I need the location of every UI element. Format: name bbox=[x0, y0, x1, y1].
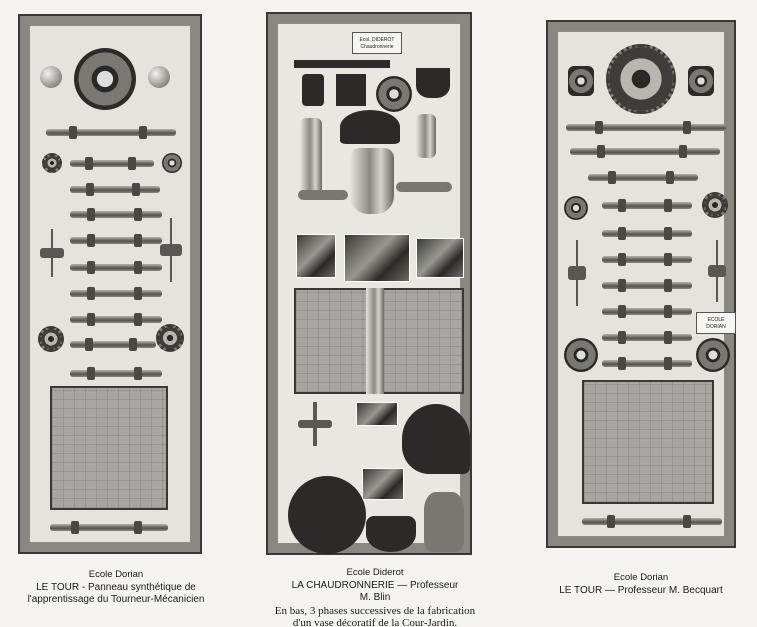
vase-phase-3 bbox=[424, 492, 464, 552]
workshop-photo bbox=[356, 402, 398, 426]
bowl-phase-2 bbox=[366, 516, 416, 552]
shaft-part bbox=[46, 129, 176, 136]
nut-part bbox=[162, 153, 182, 173]
pipe-part bbox=[300, 118, 322, 198]
shaft-part bbox=[70, 186, 160, 193]
gear-part bbox=[42, 153, 62, 173]
knob-part bbox=[148, 66, 170, 88]
shaft-part bbox=[602, 308, 692, 315]
workshop-photo bbox=[416, 238, 464, 278]
curved-pipe-part bbox=[298, 190, 348, 200]
workshop-photo bbox=[344, 234, 410, 282]
shaft-part bbox=[602, 334, 692, 341]
workshop-photo bbox=[296, 234, 336, 278]
caption-text: En bas, 3 phases successives de la fabrication bbox=[274, 604, 476, 617]
caption-title: LE TOUR — Professeur M. Becquart bbox=[559, 584, 723, 596]
shaft-part bbox=[70, 211, 162, 218]
flange-part bbox=[376, 76, 412, 112]
left-board-panel bbox=[29, 25, 191, 543]
shaft-part bbox=[70, 290, 162, 297]
knob-part bbox=[40, 66, 62, 88]
shaft-part bbox=[70, 264, 162, 271]
left-display-board bbox=[18, 14, 202, 554]
chuck-part bbox=[688, 66, 714, 96]
gear-part bbox=[702, 192, 728, 218]
center-caption bbox=[262, 567, 488, 627]
shaft-part bbox=[602, 230, 692, 237]
right-display-board bbox=[546, 20, 736, 548]
plaque-text: ECOLE bbox=[707, 317, 725, 323]
sheet-metal-piece bbox=[302, 74, 324, 106]
technical-drawing bbox=[582, 380, 714, 504]
caption-text: M. Blin bbox=[359, 592, 391, 603]
shaft-part bbox=[70, 370, 162, 377]
school-plaque bbox=[352, 32, 402, 54]
pipe-part bbox=[416, 114, 436, 158]
curved-pipe-part bbox=[396, 182, 452, 192]
caption-text: l'apprentissage du Tourneur-Mécanicien bbox=[27, 594, 205, 605]
gear-part bbox=[38, 326, 64, 352]
plaque-text: DORIAN bbox=[706, 324, 726, 330]
chuck-part bbox=[74, 48, 136, 110]
center-board-panel bbox=[277, 23, 461, 544]
caption-school: Ecole Diderot bbox=[346, 567, 404, 578]
chuck-part bbox=[568, 66, 594, 96]
funnel-part bbox=[416, 68, 450, 98]
caption-school: Ecole Dorian bbox=[613, 572, 669, 583]
chuck-face-part bbox=[696, 338, 730, 372]
technical-drawing bbox=[50, 386, 168, 510]
caption-text: d'un vase décoratif de la Cour-Jardin. bbox=[292, 617, 458, 627]
caption-title: LA CHAUDRONNERIE — Professeur bbox=[291, 579, 459, 591]
tool-holder-part bbox=[708, 240, 726, 302]
gear-part bbox=[606, 44, 676, 114]
sheet-metal-bar bbox=[294, 60, 390, 68]
right-caption bbox=[530, 572, 752, 597]
tool-holder-part bbox=[568, 240, 586, 306]
vase-part bbox=[350, 148, 394, 214]
left-caption bbox=[0, 569, 232, 607]
shaft-part bbox=[602, 282, 692, 289]
shaft-part bbox=[566, 124, 726, 131]
center-display-board bbox=[266, 12, 472, 555]
shaft-part bbox=[602, 202, 692, 209]
shaft-part bbox=[70, 237, 162, 244]
right-board-panel bbox=[557, 31, 725, 537]
workshop-photo bbox=[362, 468, 404, 500]
school-plaque bbox=[696, 312, 736, 334]
nut-part bbox=[564, 196, 588, 220]
shaft-part bbox=[70, 341, 156, 348]
flat-disc-phase-1 bbox=[288, 476, 366, 554]
shaft-part bbox=[70, 316, 162, 323]
tool-holder-part bbox=[40, 229, 64, 277]
plaque-text: Chaudronnerie bbox=[360, 44, 394, 50]
sheet-metal-piece bbox=[336, 74, 366, 106]
shaft-part bbox=[588, 174, 698, 181]
caption-school: Ecole Dorian bbox=[88, 569, 144, 580]
funnel-part bbox=[402, 404, 470, 474]
fitting-part bbox=[298, 402, 332, 446]
shaft-part bbox=[602, 256, 692, 263]
tool-holder-part bbox=[160, 218, 182, 282]
plaque-text: Ecol. DIDEROT bbox=[359, 37, 395, 43]
dome-part bbox=[340, 110, 400, 144]
sheet-strip bbox=[366, 288, 384, 394]
shaft-part bbox=[70, 160, 154, 167]
gear-part bbox=[156, 324, 184, 352]
shaft-part bbox=[602, 360, 692, 367]
chuck-face-part bbox=[564, 338, 598, 372]
caption-title: LE TOUR - Panneau synthétique de bbox=[36, 581, 196, 593]
shaft-part bbox=[50, 524, 168, 531]
shaft-part bbox=[582, 518, 722, 525]
screw-part bbox=[570, 148, 720, 155]
